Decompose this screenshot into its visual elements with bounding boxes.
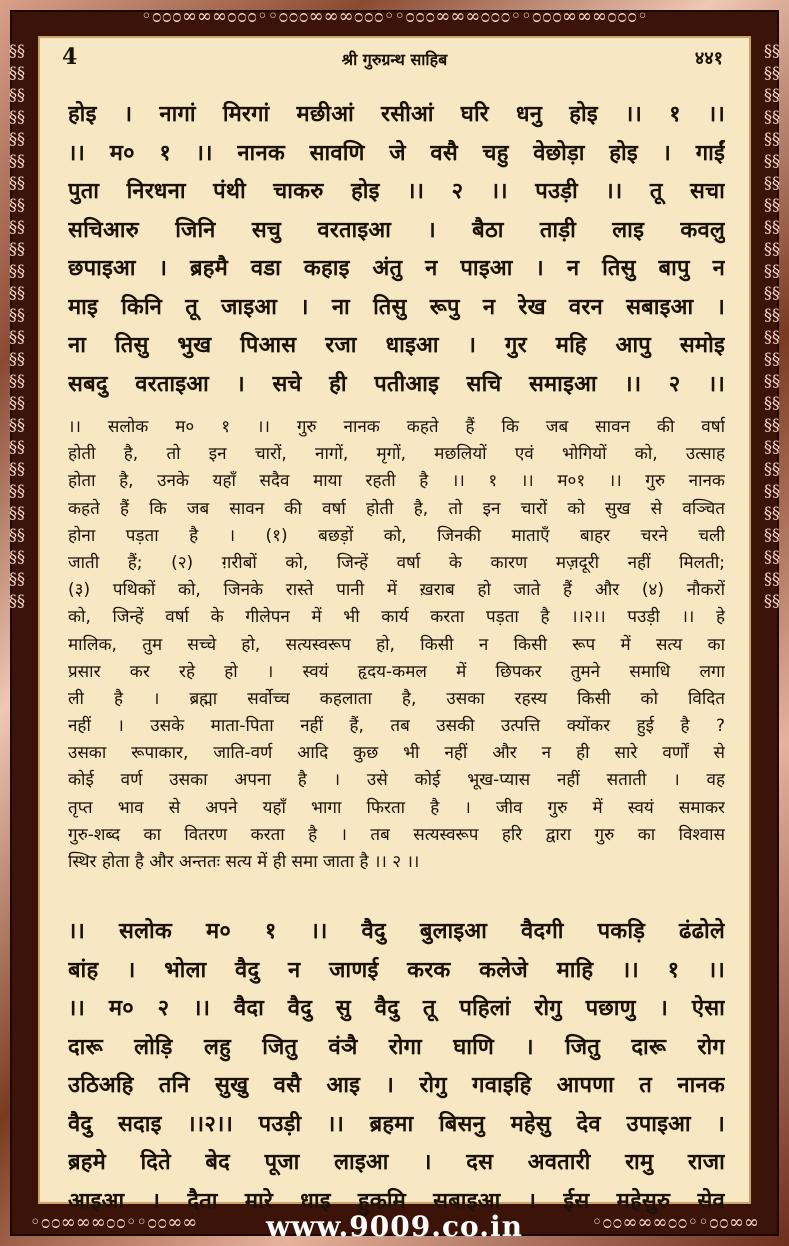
verse-line: सबदु वरताइआ । सचे ही पतीआइ सचि समाइआ ।। २ ।। xyxy=(68,371,725,397)
translation-block xyxy=(68,414,725,876)
page-header xyxy=(40,44,749,74)
verse-line: आइआ । दैता मारे धाइ हुकमि सबाइआ । ईस महेसुरु सेव xyxy=(68,1188,725,1214)
translation-line: जाती हैं; (२) ग़रीबों को, जिन्हें वर्षा के कारण मज़दूरी नहीं मिलती; xyxy=(68,552,725,573)
translation-line: कहते हैं कि जब सावन की वर्षा होती है, तो इन चारों को सुख से वञ्चित xyxy=(68,498,725,519)
translation-line: प्रसार कर रहे हो । स्वयं हृदय-कमल में छिपकर तुमने समाधि लगा xyxy=(68,661,725,682)
translation-line: तृप्त भाव से अपने यहाँ भागा फिरता है । जीव गुरु में स्वयं समाकर xyxy=(68,797,725,818)
translation-line: ।। सलोक म० १ ।। गुरु नानक कहते हैं कि जब सावन की वर्षा xyxy=(68,417,725,437)
page-number-left: 4 xyxy=(62,44,78,70)
border-top-ornament: ◦೦೦೦∞∞∞೦೦೦◦◦೦೦೦∞∞∞೦೦೦◦◦೦೦೦∞∞∞೦೦೦◦◦೦೦೦∞∞∞೦೦೦◦ xyxy=(141,6,648,27)
verse-line: सचिआरु जिनि सचु वरताइआ । बैठा ताड़ी लाइ कवलु xyxy=(68,217,725,243)
translation-line: मालिक, तुम सच्चे हो, सत्यस्वरूप हो, किसी न किसी रूप में सत्य का xyxy=(68,634,725,655)
verse-line: ब्रहमे दिते बेद पूजा लाइआ । दस अवतारी रामु राजा xyxy=(68,1150,725,1176)
translation-line: स्थिर होता है और अन्ततः सत्य में ही समा जाता है ।। २ ।। xyxy=(68,852,420,872)
page-number-right: ४४१ xyxy=(694,48,723,69)
verse-line: ।। म० १ ।। नानक सावणि जे वसै चहु वेछोड़ा होइ । गाईं xyxy=(68,140,725,166)
translation-line: नहीं । उसके माता-पिता नहीं हैं, तब उसकी उत्पत्ति क्योंकर हुई है ? xyxy=(68,716,725,737)
verse-line: ।। सलोक म० १ ।। वैदु बुलाइआ वैदगी पकड़ि ढंढोले xyxy=(68,919,725,945)
translation-line: गुरु-शब्द का वितरण करता है । तब सत्यस्वरूप हरि द्वारा गुरु का विश्वास xyxy=(68,824,725,845)
verse-line: होइ । नागां मिरगां मछीआं रसीआं घरि धनु होइ ।। १ ।। xyxy=(68,102,725,127)
website-url: www.9009.co.in xyxy=(266,1210,523,1243)
translation-line: (३) पथिकों को, जिनके रास्ते पानी में ख़राब हो जाते हैं और (४) नौकरों xyxy=(68,580,725,601)
translation-line: कोई वर्ण उसका अपना है । उसे कोई भूख-प्यास नहीं सताती । वह xyxy=(68,770,725,791)
border-bottom-left-ornament: ◦೦೦∞∞∞೦೦◦◦೦೦∞∞ xyxy=(30,1212,198,1233)
verse-line: उठिअहि तनि सुखु वसै आइ । रोगु गवाइहि आपणा त नानक xyxy=(68,1073,725,1099)
translation-line: होता है, उनके यहाँ सदैव माया रहती है ।। १ ।। म०१ ।। गुरु नानक xyxy=(68,471,725,492)
verse-line: ।। म० २ ।। वैदा वैदु सु वैदु तू पहिलां रोगु पछाणु । ऐसा xyxy=(68,996,725,1022)
translation-line: होना पड़ता है । (१) बछड़ों को, जिनकी माताएँ बाहर चरने चली xyxy=(68,525,725,546)
border-left-ornament: §§§§§§§§§§§§§§§§§§§§§§§§§§§§§§§§§§§§§§§§§§§§§§§§§§§§ xyxy=(9,41,25,610)
verse-block-1 xyxy=(68,96,725,404)
translation-line: होती है, तो इन चारों, नागों, मृगों, मछलियों एवं भोगियों को, उत्साह xyxy=(68,444,725,465)
translation-line: को, जिन्हें वर्षा के गीलेपन में भी कार्य करता पड़ता है ।।२।। पउड़ी ।। हे xyxy=(68,607,725,628)
scripture-page xyxy=(38,36,751,1214)
page-title: श्री गुरुग्रन्थ साहिब xyxy=(341,50,448,69)
verse-line: छपाइआ । ब्रहमै वडा कहाइ अंतु न पाइआ । न तिसु बापु न xyxy=(68,256,725,281)
translation-line: ली है । ब्रह्मा सर्वोच्च कहलाता है, उसका रहस्य किसी को विदित xyxy=(68,688,725,709)
verse-line: बांह । भोला वैदु न जाणई करक कलेजे माहि ।। १ ।। xyxy=(68,957,725,983)
verse-line: पुता निरधना पंथी चाकरु होइ ।। २ ।। पउड़ी ।। तू सचा xyxy=(68,179,725,204)
border-bottom-right-ornament: ◦೦೦∞∞∞೦೦◦◦೦೦∞∞ xyxy=(591,1212,759,1233)
verse-line: वैदु सदाइ ।।२।। पउड़ी ।। ब्रहमा बिसनु महेसु देव उपाइआ । xyxy=(68,1111,725,1137)
verse-line: माइ किनि तू जाइआ । ना तिसु रूपु न रेख वरन सबाइआ । xyxy=(68,294,725,320)
verse-line: दारू लोड़ि लहु जितु वंञै रोगा घाणि । जितु दारू रोग xyxy=(68,1034,725,1060)
border-right-ornament: §§§§§§§§§§§§§§§§§§§§§§§§§§§§§§§§§§§§§§§§§§§§§§§§§§§§ xyxy=(764,41,780,610)
verse-block-2 xyxy=(68,914,725,1222)
translation-line: उसका रूपाकार, जाति-वर्ण आदि कुछ भी नहीं और न ही सारे वर्णों से xyxy=(68,743,725,764)
verse-line: ना तिसु भुख पिआस रजा धाइआ । गुर महि आपु समोइ xyxy=(68,333,725,358)
